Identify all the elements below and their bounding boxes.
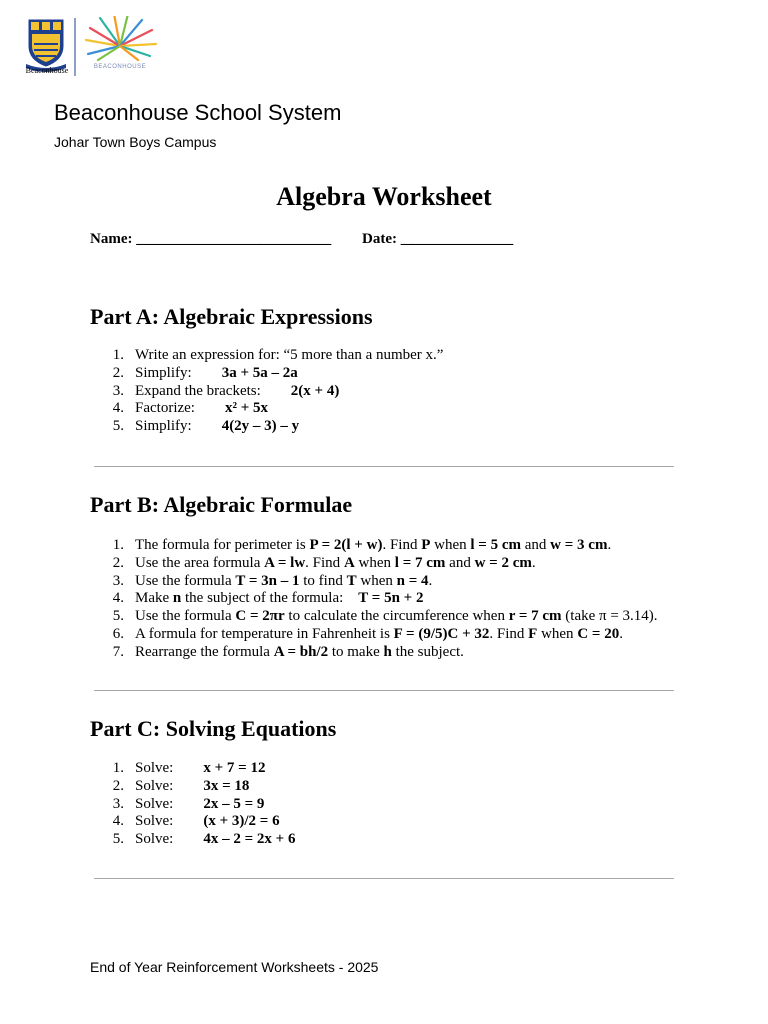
question-number: 1. — [112, 537, 124, 553]
question-item — [106, 760, 295, 778]
question-item — [106, 813, 295, 831]
part-a-questions — [106, 347, 443, 436]
question-number: 3. — [112, 572, 124, 589]
question-item — [106, 347, 443, 365]
question-formula: w = 3 cm — [550, 537, 608, 553]
question-number: 5. — [112, 418, 124, 435]
part-c-title: Part C: Solving Equations — [90, 716, 337, 741]
question-text: the subject of the formula: — [181, 590, 359, 607]
question-expression: 4(2y – 3) – y — [221, 418, 300, 435]
question-item — [106, 590, 658, 608]
question-item — [106, 400, 443, 418]
question-text: (take π = 3.14). — [561, 608, 658, 625]
question-text: . Find — [489, 625, 529, 642]
question-item — [106, 778, 295, 796]
question-text: Make — [135, 590, 173, 607]
question-formula: F — [528, 625, 538, 642]
question-number: 2. — [112, 777, 124, 794]
question-text: the subject. — [391, 643, 464, 660]
question-item — [106, 626, 658, 644]
question-number: 4. — [112, 400, 124, 417]
question-text: . — [607, 537, 612, 553]
question-formula: A = bh/2 — [273, 643, 329, 660]
question-text: Solve: — [135, 777, 174, 794]
question-text: when — [430, 537, 471, 553]
question-formula: A = lw — [264, 554, 306, 571]
question-formula: T = 3n – 1 — [235, 572, 300, 589]
question-text: The formula for perimeter is — [135, 537, 310, 553]
section-divider — [94, 878, 674, 879]
question-formula: l = 5 cm — [470, 537, 521, 553]
question-formula: P = 2(l + w) — [309, 537, 383, 553]
question-expression: 2(x + 4) — [290, 382, 340, 399]
question-text: A formula for temperature in Fahrenheit is — [135, 625, 394, 642]
question-number: 6. — [112, 625, 124, 642]
question-equation: 2x – 5 = 9 — [203, 795, 265, 812]
part-c-questions — [106, 760, 295, 849]
question-equation: (x + 3)/2 = 6 — [203, 813, 280, 830]
question-text: . Find — [305, 554, 344, 571]
brand-caption: BEACONHOUSE — [93, 64, 147, 70]
question-number: 3. — [112, 795, 124, 812]
question-text: . — [619, 625, 623, 642]
question-text: Simplify: — [135, 418, 192, 435]
question-number: 1. — [112, 347, 124, 363]
question-text: . Find — [382, 537, 422, 553]
question-text: Solve: — [135, 813, 174, 830]
question-text: when — [356, 572, 397, 589]
question-formula: T = 5n + 2 — [358, 590, 424, 607]
question-item — [106, 644, 658, 662]
question-text: Use the area formula — [135, 554, 265, 571]
footer-text: End of Year Reinforcement Worksheets - 2025 — [90, 959, 379, 975]
question-formula: T — [346, 572, 357, 589]
question-number: 3. — [112, 382, 124, 399]
question-item — [106, 573, 658, 591]
question-equation: 3x = 18 — [203, 777, 250, 794]
question-formula: w = 2 cm — [474, 554, 532, 571]
part-a-title: Part A: Algebraic Expressions — [90, 304, 373, 329]
question-number: 2. — [112, 364, 124, 381]
question-item — [106, 365, 443, 383]
question-text: Rearrange the formula — [135, 643, 274, 660]
question-formula: F = (9/5)C + 32 — [393, 625, 490, 642]
question-number: 1. — [112, 760, 124, 776]
section-divider — [94, 690, 674, 691]
question-number: 5. — [112, 608, 124, 625]
question-item — [106, 383, 443, 401]
question-item — [106, 537, 658, 555]
question-number: 4. — [112, 813, 124, 830]
worksheet-title: Algebra Worksheet — [276, 182, 492, 211]
crest-caption: Beaconhouse — [25, 66, 69, 75]
part-b-questions — [106, 537, 658, 662]
question-text: Use the formula — [135, 608, 236, 625]
question-formula: P — [421, 537, 431, 553]
part-b-title: Part B: Algebraic Formulae — [90, 492, 353, 517]
question-item — [106, 796, 295, 814]
question-text: . — [428, 572, 433, 589]
question-text: Solve: — [135, 760, 174, 776]
question-formula: l = 7 cm — [394, 554, 446, 571]
school-name: Beaconhouse School System — [54, 100, 342, 125]
question-text: when — [354, 554, 395, 571]
question-text: Write an expression for: “5 more than a number x.” — [135, 347, 444, 363]
question-formula: r = 7 cm — [508, 608, 562, 625]
campus-name: Johar Town Boys Campus — [54, 134, 217, 150]
question-formula: n = 4 — [396, 572, 429, 589]
question-item — [106, 418, 443, 436]
question-equation: x + 7 = 12 — [203, 760, 266, 776]
question-item — [106, 608, 658, 626]
date-field-line: Date: _______________ — [362, 231, 514, 247]
school-logos — [20, 16, 165, 80]
question-number: 2. — [112, 554, 124, 571]
question-text: . — [531, 554, 536, 571]
question-text: Solve: — [135, 831, 174, 848]
question-text: Simplify: — [135, 364, 192, 381]
name-field-line: Name: __________________________ — [90, 231, 332, 247]
question-item — [106, 555, 658, 573]
question-expression: 3a + 5a – 2a — [221, 364, 298, 381]
question-number: 4. — [112, 590, 124, 607]
question-number: 5. — [112, 831, 124, 848]
question-formula: n — [172, 590, 182, 607]
question-text: to find — [299, 572, 347, 589]
question-item — [106, 831, 295, 849]
question-text: Factorize: — [135, 400, 195, 417]
question-text: Solve: — [135, 795, 174, 812]
question-expression: x² + 5x — [224, 400, 269, 417]
question-text: Expand the brackets: — [135, 382, 261, 399]
question-text: and — [445, 554, 475, 571]
question-text: when — [537, 625, 578, 642]
question-equation: 4x – 2 = 2x + 6 — [203, 831, 296, 848]
question-formula: A — [343, 554, 355, 571]
question-text: to make — [328, 643, 384, 660]
question-formula: C = 2πr — [235, 608, 285, 625]
question-number: 7. — [112, 643, 124, 660]
section-divider — [94, 466, 674, 467]
question-formula: C = 20 — [577, 625, 620, 642]
question-text: Use the formula — [135, 572, 236, 589]
question-text: and — [521, 537, 551, 553]
question-text: to calculate the circumference when — [284, 608, 509, 625]
question-formula: h — [383, 643, 392, 660]
